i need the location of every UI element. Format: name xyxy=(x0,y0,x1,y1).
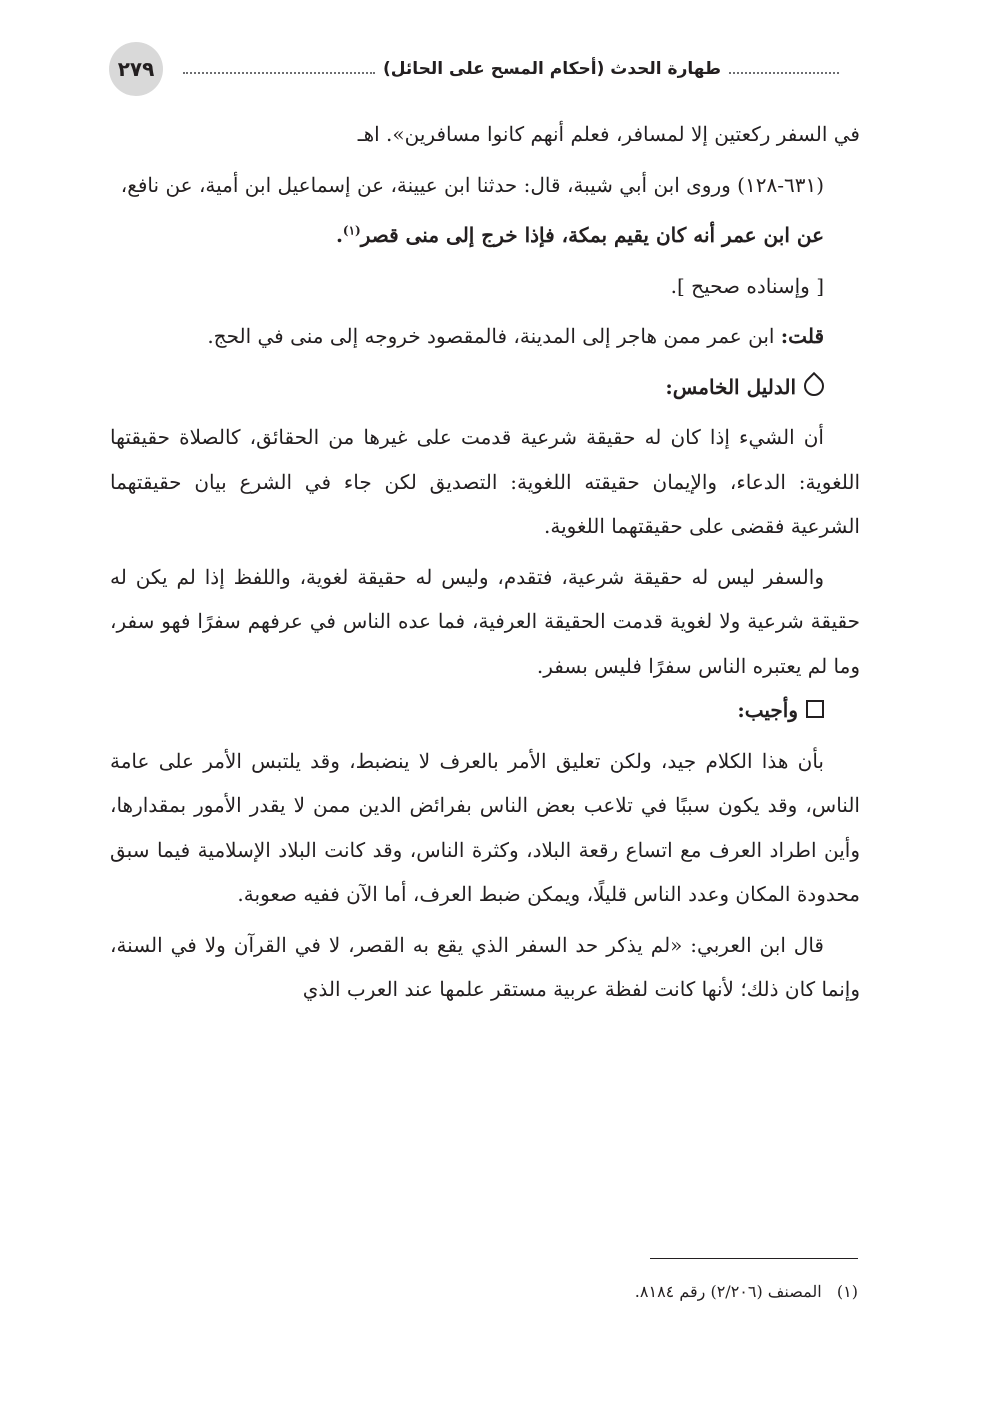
running-head xyxy=(175,56,847,82)
section-heading xyxy=(110,688,860,733)
footnote xyxy=(200,1278,858,1306)
footnote-number: (١) xyxy=(836,1282,858,1301)
leaf-icon xyxy=(800,371,828,399)
page-number: ٢٧٩ xyxy=(117,57,155,81)
footnote-separator xyxy=(650,1258,858,1259)
paragraph: (٦٣١-١٢٨) وروى ابن أبي شيبة، قال: حدثنا ابن عيينة، عن إسماعيل ابن أمية، عن نافع، xyxy=(120,172,824,197)
qultu-label: قلت: xyxy=(780,324,824,348)
footnote-ref: (١) xyxy=(342,223,361,238)
qultu-text: ابن عمر ممن هاجر إلى المدينة، فالمقصود خروجه إلى منى في الحج. xyxy=(207,324,781,348)
main-text xyxy=(110,112,860,1012)
hadith-text xyxy=(110,213,860,258)
page-header xyxy=(105,42,857,98)
leader-dots-left xyxy=(183,72,375,74)
footnote-text: المصنف (٢/٢٠٦) رقم ٨١٨٤. xyxy=(634,1282,822,1301)
paragraph xyxy=(110,314,860,359)
page-number-badge xyxy=(109,42,163,96)
section-heading xyxy=(110,365,860,410)
leader-dots-right xyxy=(729,72,839,74)
paragraph: في السفر ركعتين إلا لمسافر، فعلم أنهم كانوا مسافرين». اهـ xyxy=(357,122,860,146)
running-title: طهارة الحدث (أحكام المسح على الحائل) xyxy=(382,59,721,79)
paragraph: بأن هذا الكلام جيد، ولكن تعليق الأمر بالعرف لا ينضبط، وقد يلتبس الأمر على عامة الناس، وقد يكون سببًا في تلاعب بعض الناس بفرائض الدين ممن لا يقدر الأمور بمقدارها، وأين اطراد العرف مع اتساع رقعة البلاد، وكثرة الناس، وقد كانت البلاد الإسلامية فيما سبق محدودة المكان وعدد الناس قليلًا، ويمكن ضبط العرف، أما الآن ففيه صعوبة. xyxy=(110,748,860,906)
paragraph: قال ابن العربي: «لم يذكر حد السفر الذي يقع به القصر، لا في القرآن ولا في السنة، وإنما كان ذلك؛ لأنها كانت لفظة عربية مستقر علمها عند العرب الذي xyxy=(110,932,860,1001)
isnad-grading: [ وإسناده صحيح ]. xyxy=(670,273,824,298)
hadith-end: . xyxy=(335,223,343,247)
paragraph: أن الشيء إذا كان له حقيقة شرعية قدمت على غيرها من الحقائق، كالصلاة حقيقتها اللغوية: الدعاء، والإيمان حقيقته اللغوية: التصديق لكن جاء في الشرع بيان حقيقتهما الشرعية فقضى على حقيقتهما اللغوية. xyxy=(110,425,860,538)
paragraph: والسفر ليس له حقيقة شرعية، فتقدم، وليس له حقيقة لغوية، واللفظ إذا لم يكن له حقيقة شرعية ولا لغوية قدمت الحقيقة العرفية، فما عده الناس في عرفهم سفرًا فهو سفر، وما لم يعتبره الناس سفرًا فليس بسفر. xyxy=(110,564,860,678)
hadith-quote: عن ابن عمر أنه كان يقيم بمكة، فإذا خرج إلى منى قصر xyxy=(360,223,824,247)
heading-text: وأجيب: xyxy=(737,698,798,722)
square-icon xyxy=(806,700,824,718)
heading-text: الدليل الخامس: xyxy=(665,374,796,399)
